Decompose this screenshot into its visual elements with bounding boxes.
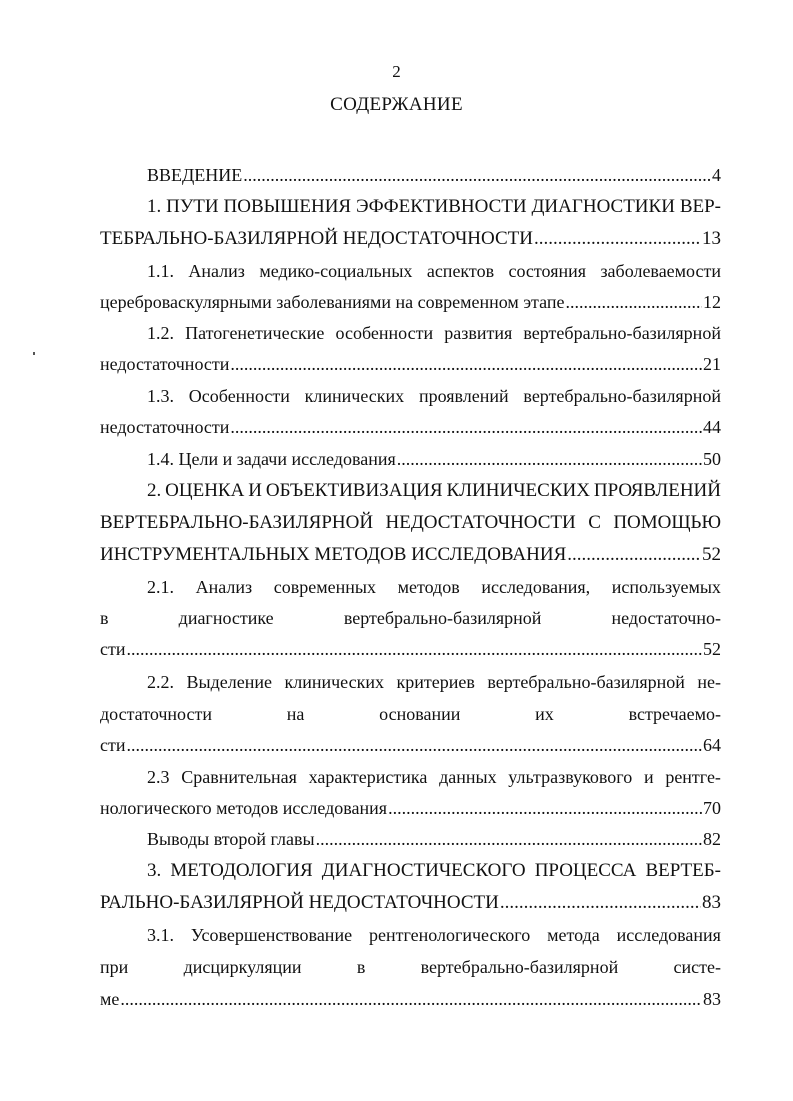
toc-entry-s1-2-line2[interactable] (100, 349, 721, 379)
dot-leader (567, 540, 701, 570)
toc-word: методов (397, 577, 460, 597)
toc-page-number: 50 (703, 449, 721, 469)
toc-entry-text: нологического методов исследования (100, 798, 388, 818)
toc-entry-ch1-line2[interactable] (100, 224, 721, 254)
toc-word: ОБЪЕКТИВИЗАЦИЯ (265, 480, 443, 501)
toc-entry-ch1-line1[interactable] (147, 192, 721, 222)
toc-entry-s2-3-line1[interactable] (147, 762, 721, 792)
toc-word: основании (379, 704, 461, 724)
toc-word: ПОМОЩЬЮ (613, 512, 721, 533)
toc-word: ПОВЫШЕНИЯ (223, 196, 352, 217)
toc-entry-ch2-line1[interactable] (147, 476, 721, 506)
dot-leader (566, 287, 702, 317)
toc-word: характеристика (308, 767, 428, 787)
toc-word: достаточности (100, 704, 212, 724)
toc-word: не- (697, 672, 721, 692)
dot-leader (397, 444, 702, 474)
toc-word: вертебрально-базилярной (420, 957, 619, 977)
toc-word: ПРОЯВЛЕНИЙ (593, 480, 721, 501)
toc-word: проявлений (418, 386, 509, 406)
toc-word: метода (547, 925, 600, 945)
toc-entry-text: ВВЕДЕНИЕ (147, 165, 243, 185)
toc-entry-s3-1-line1[interactable] (147, 920, 721, 950)
toc-entry-text: ИНСТРУМЕНТАЛЬНЫХ МЕТОДОВ ИССЛЕДОВАНИЯ (100, 544, 567, 565)
toc-word: И (248, 480, 262, 501)
toc-word: 1.1. (147, 261, 174, 281)
dot-leader (243, 160, 711, 190)
toc-entry-text: Выводы второй главы (147, 829, 315, 849)
toc-word: Особенности (188, 386, 290, 406)
dot-leader (500, 888, 701, 918)
toc-word: вертебрально-базилярной (487, 672, 685, 692)
toc-word: 1.2. (147, 323, 174, 343)
toc-entry-s2-2-line3[interactable] (100, 730, 721, 760)
toc-word: особенности (335, 323, 434, 343)
toc-word: Патогенетические (185, 323, 325, 343)
toc-entry-ch2-line2[interactable] (100, 508, 721, 538)
toc-word: на (286, 704, 305, 724)
toc-page-number: 52 (702, 544, 721, 565)
toc-entry-s2-1-line2[interactable] (100, 603, 721, 633)
page-title: СОДЕРЖАНИЕ (330, 94, 463, 115)
toc-word: исследования, (481, 577, 591, 597)
toc-entry-text: сти (100, 735, 126, 755)
toc-word: ВЕР- (679, 196, 721, 217)
toc-word: заболеваемости (600, 261, 721, 281)
toc-entry-text: ме (100, 989, 120, 1009)
toc-word: ВЕРТЕБРАЛЬНО-БАЗИЛЯРНОЙ (100, 512, 374, 533)
toc-word: исследования (616, 925, 721, 945)
toc-page-number: 4 (712, 165, 721, 185)
toc-page-number: 13 (702, 228, 721, 249)
toc-entry-text: недостаточности (100, 417, 230, 437)
toc-word: 2. (147, 480, 162, 501)
toc-entry-text: РАЛЬНО-БАЗИЛЯРНОЙ НЕДОСТАТОЧНОСТИ (100, 892, 499, 913)
toc-page-number: 64 (703, 735, 721, 755)
toc-word: диагностике (178, 608, 274, 628)
toc-word: ПРОЦЕССА (534, 860, 637, 881)
toc-word: КЛИНИЧЕСКИХ (446, 480, 590, 501)
toc-page-number: 52 (703, 639, 721, 659)
toc-word: 2.2. (147, 672, 174, 692)
toc-entry-conclusions2[interactable] (147, 824, 721, 854)
dot-leader (388, 793, 702, 823)
toc-word: недостаточно- (611, 608, 721, 628)
toc-word: вертебрально-базилярной (523, 386, 721, 406)
toc-word: дисциркуляции (183, 957, 302, 977)
toc-word: и (643, 767, 654, 787)
toc-entry-s2-2-line1[interactable] (147, 667, 721, 697)
toc-word: ПУТИ (166, 196, 219, 217)
toc-entry-s1-1-line1[interactable] (147, 256, 721, 286)
dot-leader (230, 412, 702, 442)
toc-word: 1. (147, 196, 162, 217)
toc-word: Выделение (186, 672, 272, 692)
toc-word: клинических (284, 672, 384, 692)
toc-entry-s2-1-line1[interactable] (147, 572, 721, 602)
toc-word: ДИАГНОСТИКИ (531, 196, 675, 217)
toc-word: ЭФФЕКТИВНОСТИ (355, 196, 527, 217)
toc-word: в (100, 608, 109, 628)
toc-word: их (535, 704, 554, 724)
toc-entry-text: 1.4. Цели и задачи исследования (147, 449, 396, 469)
toc-word: 2.1. (147, 577, 174, 597)
toc-word: рентге- (665, 767, 721, 787)
toc-entry-s2-2-line2[interactable] (100, 699, 721, 729)
toc-word: ВЕРТЕБ- (645, 860, 721, 881)
toc-entry-ch3-line1[interactable] (147, 856, 721, 886)
toc-word: развития (444, 323, 513, 343)
page-number: 2 (392, 62, 401, 81)
toc-word: ультразвукового (508, 767, 633, 787)
toc-entry-ch3-line2[interactable] (100, 888, 721, 918)
dot-leader (534, 224, 701, 254)
toc-page-number: 44 (703, 417, 721, 437)
toc-word: С (588, 512, 601, 533)
toc-word: критериев (396, 672, 475, 692)
toc-word: данных (439, 767, 497, 787)
toc-word: в (356, 957, 366, 977)
toc-word: Анализ (195, 577, 253, 597)
toc-entry-text: сти (100, 639, 126, 659)
dot-leader (316, 824, 702, 854)
toc-word: клинических (304, 386, 405, 406)
toc-entry-s3-1-line3[interactable] (100, 984, 721, 1014)
toc-page-number: 70 (703, 798, 721, 818)
toc-word: используемых (611, 577, 721, 597)
toc-page-number: 83 (703, 989, 721, 1009)
toc-word: 1.3. (147, 386, 174, 406)
dot-leader (120, 984, 702, 1014)
toc-word: вертебрально-базилярной (523, 323, 721, 343)
toc-word: НЕДОСТАТОЧНОСТИ (385, 512, 576, 533)
toc-word: рентгенологического (368, 925, 531, 945)
toc-entry-s1-2-line1[interactable] (147, 318, 721, 348)
toc-word: состояния (508, 261, 587, 281)
toc-entry-s3-1-line2[interactable] (100, 952, 721, 982)
toc-word: 3.1. (147, 925, 174, 945)
toc-entry-ch2-line3[interactable] (100, 540, 721, 570)
toc-entry-s1-3-line2[interactable] (100, 412, 721, 442)
toc-entry-text: недостаточности (100, 354, 230, 374)
toc-word: Анализ (188, 261, 245, 281)
toc-word: встречаемо- (628, 704, 721, 724)
toc-entry-s2-1-line3[interactable] (100, 634, 721, 664)
toc-word: аспектов (426, 261, 495, 281)
toc-entry-text: цереброваскулярными заболеваниями на современном этапе (100, 292, 565, 312)
toc-word: 3. (147, 860, 162, 881)
toc-word: МЕТОДОЛОГИЯ (170, 860, 313, 881)
toc-page-number: 83 (702, 892, 721, 913)
toc-page-number: 82 (703, 829, 721, 849)
toc-entry-intro[interactable] (147, 160, 721, 190)
dot-leader (127, 634, 703, 664)
toc-word: систе- (673, 957, 721, 977)
toc-word: ОЦЕНКА (165, 480, 245, 501)
toc-word: Сравнительная (181, 767, 297, 787)
toc-entry-s1-4[interactable] (147, 444, 721, 474)
toc-entry-s2-3-line2[interactable] (100, 793, 721, 823)
toc-word: медико-социальных (259, 261, 413, 281)
toc-word: современных (273, 577, 376, 597)
toc-word: 2.3 (147, 767, 170, 787)
toc-page-number: 21 (703, 354, 721, 374)
toc-entry-text: ТЕБРАЛЬНО-БАЗИЛЯРНОЙ НЕДОСТАТОЧНОСТИ (100, 228, 533, 249)
toc-word: при (100, 957, 129, 977)
toc-word: вертебрально-базилярной (343, 608, 542, 628)
dot-leader (230, 349, 702, 379)
toc-entry-s1-1-line2[interactable] (100, 287, 721, 317)
toc-page-number: 12 (703, 292, 721, 312)
toc-word: Усовершенствование (190, 925, 353, 945)
dot-leader (127, 730, 703, 760)
toc-entry-s1-3-line1[interactable] (147, 381, 721, 411)
scan-speck (33, 352, 35, 355)
toc-word: ДИАГНОСТИЧЕСКОГО (321, 860, 526, 881)
